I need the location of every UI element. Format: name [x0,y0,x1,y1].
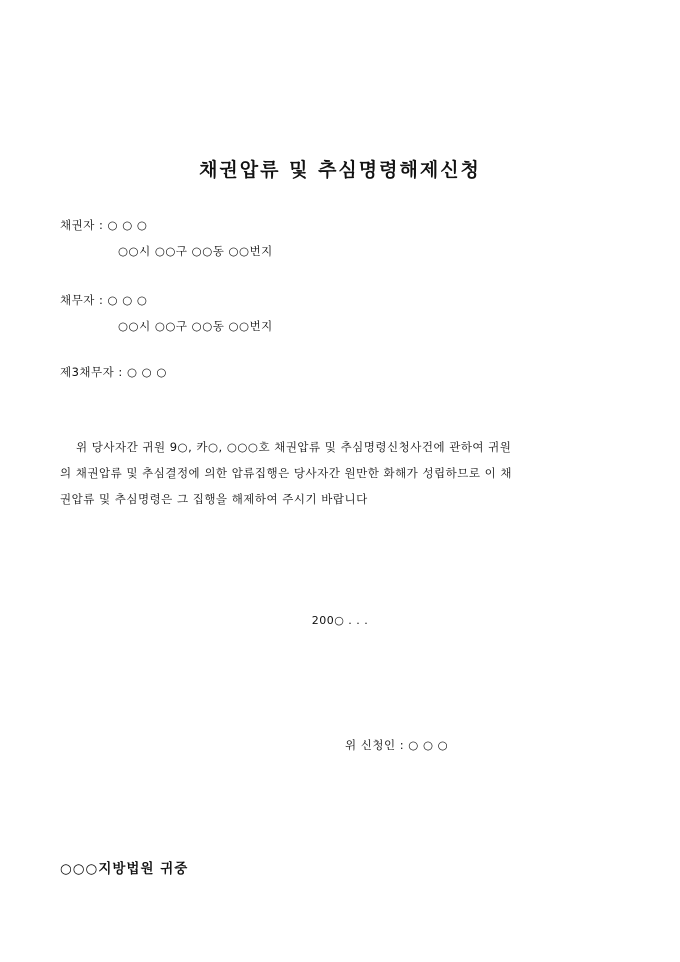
body-line-2: 의 채권압류 및 추심결정에 의한 압류집행은 당사자간 원만한 화해가 성립하므로 이 채 [60,466,513,480]
applicant-signature: 위 신청인 : ○ ○ ○ [345,738,449,752]
creditor-address: ○○시 ○○구 ○○동 ○○번지 [118,244,273,258]
body-line-3: 권압류 및 추심명령은 그 집행을 해제하여 주시기 바랍니다 [60,492,368,506]
third-debtor-line: 제3채무자 : ○ ○ ○ [60,365,167,379]
document-title: 채권압류 및 추심명령해제신청 [199,159,481,181]
creditor-line: 채권자 : ○ ○ ○ [60,218,148,232]
debtor-line: 채무자 : ○ ○ ○ [60,293,148,307]
debtor-address: ○○시 ○○구 ○○동 ○○번지 [118,319,273,333]
date-line: 200○ . . . [311,614,369,627]
body-line-1: 위 당사자간 귀원 9○, 카○, ○○○호 채권압류 및 추심명령신청사건에 관하여 귀원 [76,440,512,454]
court-addressee: ○○○지방법원 귀중 [60,861,189,877]
application-body [60,434,630,512]
